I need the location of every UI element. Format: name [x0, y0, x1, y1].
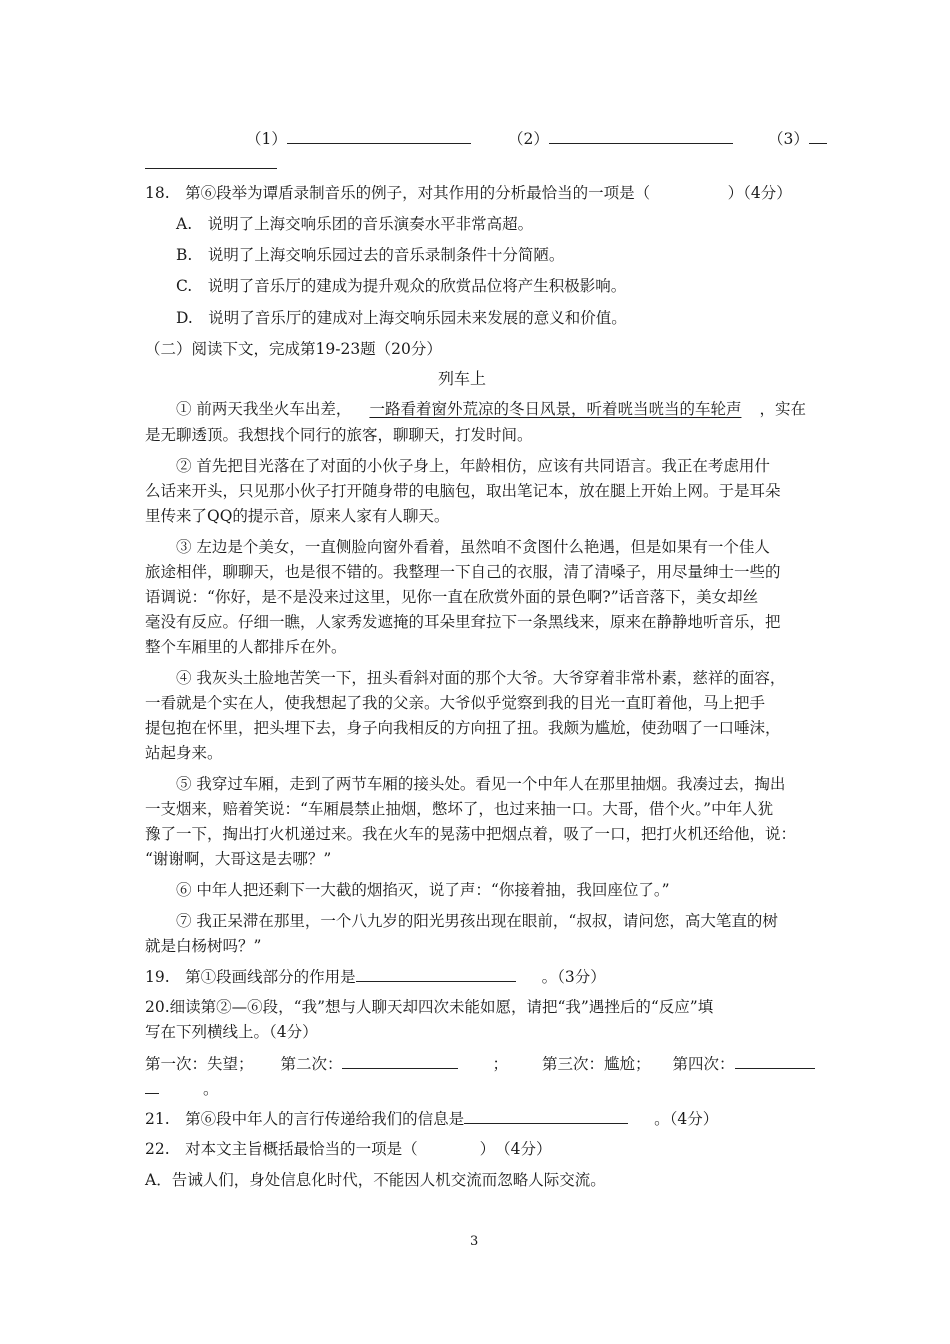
q20-fourth-label: 第四次： — [672, 1055, 735, 1073]
q20-line-4: 。 — [145, 1078, 219, 1099]
passage-title: 列车上 — [438, 369, 487, 388]
q17-blank-1[interactable] — [287, 128, 471, 144]
q20-second-label: 第二次： — [280, 1055, 343, 1073]
p5-line-4: “谢谢啊，大哥这是去哪？” — [145, 850, 332, 868]
q21: 21. 第⑥段中年人的言行传递给我们的信息是 。（4分） — [145, 1110, 719, 1128]
p3-line-4: 毫没有反应。仔细一瞧，人家秀发遮掩的耳朵里耷拉下一条黑线来，原来在静静地听音乐，把 — [145, 613, 781, 631]
q17-blank-2[interactable] — [549, 128, 733, 144]
p5-line-3: 豫了一下，掏出打火机递过来。我在火车的晃荡中把烟点着，吸了一口，把打火机还给他，说： — [145, 825, 797, 843]
p3-line-3: 语调说：“你好，是不是没来过这里，见你一直在欣赏外面的景色啊?”话音落下，美女却丝 — [145, 588, 759, 606]
p2-line-1: ② 首先把目光落在了对面的小伙子身上，年龄相仿，应该有共同语言。我正在考虑用什 — [176, 457, 770, 475]
q18-stem: 18. 第⑥段举为谭盾录制音乐的例子，对其作用的分析最恰当的一项是（ ）（4分） — [145, 184, 792, 202]
q20-third-answer: 第三次：尴尬； — [541, 1055, 651, 1073]
q20-second-blank[interactable] — [342, 1053, 458, 1069]
q22-stem: 22. 对本文主旨概括最恰当的一项是（ ） （4分） — [145, 1140, 552, 1158]
p1-line-2: 是无聊透顶。我想找个同行的旅客，聊聊天，打发时间。 — [145, 426, 533, 444]
p4-line-4: 站起身来。 — [145, 744, 223, 762]
section-heading: （二）阅读下文，完成第19-23题（20分） — [145, 340, 442, 358]
q20-first-answer: 第一次：失望； — [145, 1055, 254, 1073]
q20-line-3: 第一次：失望； 第二次： ； 第三次：尴尬； 第四次： — [145, 1053, 815, 1074]
q19-answer-blank[interactable] — [356, 966, 516, 982]
p1-suffix: ，实在 — [759, 400, 806, 418]
p2-line-3: 里传来了QQ的提示音，原来人家有人聊天。 — [145, 507, 450, 525]
q17-blank-3[interactable] — [809, 128, 827, 144]
q20-line-1: 20.细读第②—⑥段，“我”想与人聊天却四次未能如愿，请把“我”遇挫后的“反应”填 — [145, 998, 714, 1016]
q17-answer-2: （2） — [508, 128, 733, 149]
p1-underlined-phrase: 一路看着窗外荒凉的冬日风景，听着咣当咣当的车轮声 — [369, 400, 742, 418]
p3-line-2: 旅途相伴，聊聊天，也是很不错的。我整理一下自己的衣服，清了清嗓子，用尽量绅士一些的 — [145, 563, 781, 581]
q20-line-2: 写在下列横线上。（4分） — [145, 1023, 318, 1041]
q18-option-d: D. 说明了音乐厅的建成对上海交响乐园未来发展的意义和价值。 — [176, 309, 627, 327]
p3-line-5: 整个车厢里的人都排斥在外。 — [145, 638, 347, 656]
q20-fourth-blank-continued[interactable] — [145, 1078, 159, 1094]
p1-line-1 — [176, 399, 806, 419]
q18-option-c: C. 说明了音乐厅的建成为提升观众的欣赏品位将产生积极影响。 — [176, 277, 627, 295]
q18-option-b: B. 说明了上海交响乐园过去的音乐录制条件十分简陋。 — [176, 246, 565, 264]
q19: 19. 第①段画线部分的作用是 。（3分） — [145, 968, 606, 986]
q20-fourth-blank[interactable] — [735, 1053, 815, 1069]
page-number: 3 — [470, 1234, 479, 1249]
q22-option-a: A．告诫人们，身处信息化时代，不能因人机交流而忽略人际交流。 — [145, 1171, 606, 1189]
p4-line-3: 提包抱在怀里，把头埋下去，身子向我相反的方向扭了扭。我颇为尴尬，使劲咽了一口唾沫， — [145, 719, 781, 737]
q17-blank-3-continued[interactable] — [145, 153, 277, 169]
p7-line-1: ⑦ 我正呆滞在那里，一个八九岁的阳光男孩出现在眼前，“叔叔，请问您，高大笔直的树 — [176, 912, 778, 930]
p5-line-2: 一支烟来，赔着笑说：“车厢晨禁止抽烟，憋坏了，也过来抽一口。大哥，借个火。”中年人犹 — [145, 800, 774, 818]
p4-line-1: ④ 我灰头土脸地苦笑一下，扭头看斜对面的那个大爷。大爷穿着非常朴素，慈祥的面容， — [176, 669, 786, 687]
p7-line-2: 就是白杨树吗？” — [145, 937, 262, 955]
q17-answer-1: （1） — [246, 128, 471, 149]
p5-line-1: ⑤ 我穿过车厢，走到了两节车厢的接头处。看见一个中年人在那里抽烟。我凑过去，掏出 — [176, 775, 786, 793]
q17-answer-3-continued — [145, 153, 277, 174]
q17-answer-3: （3） — [768, 128, 827, 149]
q21-answer-blank[interactable] — [464, 1108, 628, 1124]
p2-line-2: 么话来开头，只见那小伙子打开随身带的电脑包，取出笔记本，放在腿上开始上网。于是耳朵 — [145, 482, 781, 500]
p6-line-1: ⑥ 中年人把还剩下一大截的烟掐灭，说了声：“你接着抽，我回座位了。” — [176, 881, 670, 899]
p1-prefix: ① 前两天我坐火车出差， — [176, 400, 352, 418]
p3-line-1: ③ 左边是个美女，一直侧脸向窗外看着，虽然咱不贪图什么艳遇，但是如果有一个佳人 — [176, 538, 770, 556]
q18-option-a: A. 说明了上海交响乐团的音乐演奏水平非常高超。 — [176, 215, 534, 233]
p4-line-2: 一看就是个实在人，使我想起了我的父亲。大爷似乎觉察到我的目光一直盯着他，马上把手 — [145, 694, 766, 712]
